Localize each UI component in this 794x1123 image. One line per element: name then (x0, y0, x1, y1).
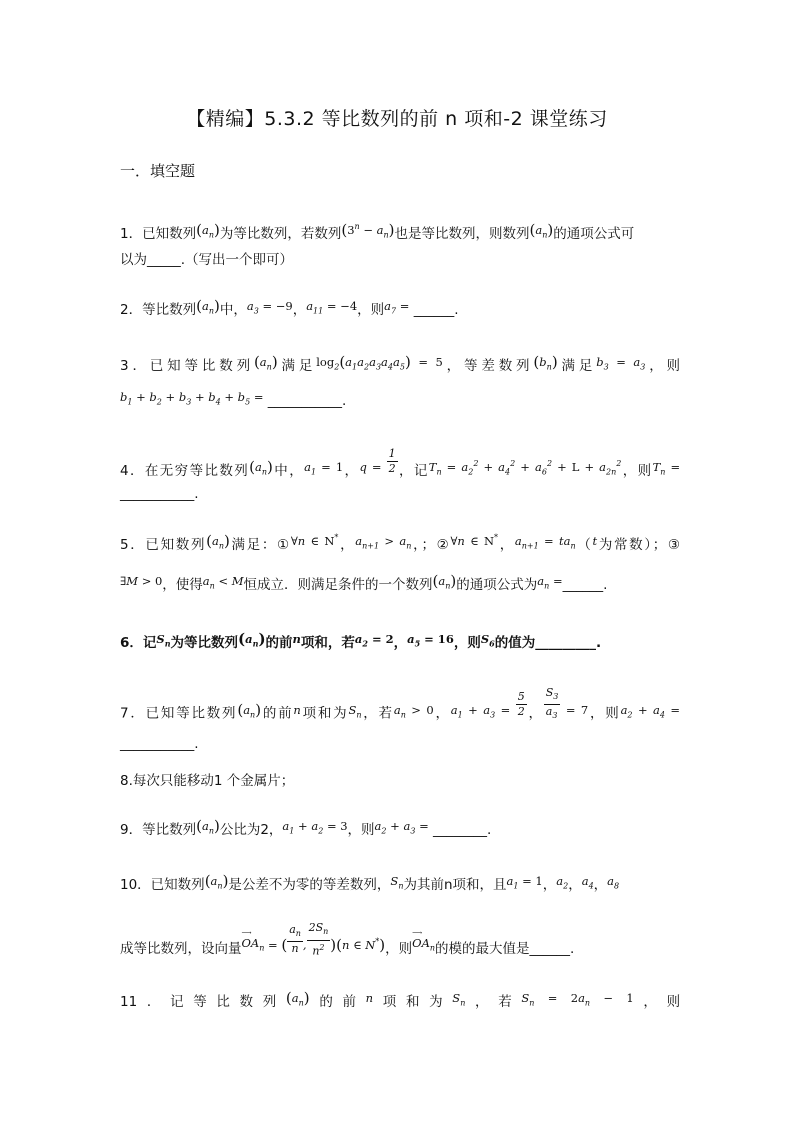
answer-blank[interactable]: ________ (433, 822, 487, 838)
question-10-line-2: 成等比数列，设向量 ⟶ $OA_n$ = ( $\frac{a_n}{n}$ , $\frac{2S_n}{n^2}$ )(n ∈ N*)，则 ⟶ $OA_n$的模的最大值是______. (120, 930, 680, 970)
question-3-line-1: 3．已知等比数列$(a_n)$满足$\log_2(a_1a_2a_3a_4a_5) = 5$，等差数列$(b_n)$满足$b_3 = a_3$，则 (120, 353, 681, 374)
answer-blank[interactable]: ___________ (120, 486, 195, 502)
section-heading: 一．填空题 (120, 162, 196, 180)
answer-blank[interactable]: _________ (535, 635, 596, 651)
answer-blank[interactable]: ______ (529, 940, 571, 957)
question-11: 11．记等比数列$(a_n)$的前n项和为$S_n$，若$S_n = 2a_n - 1$，则 (120, 989, 681, 1010)
answer-blank[interactable]: _____ (147, 252, 181, 268)
question-6: 6．记$S_n$为等比数列$(a_n)$的前n项和，若$a_2 = 2$，$a_5 = 16$，则$S_6$的值为_________. (120, 630, 602, 651)
question-3-line-2: $b_1 + b_2 + b_3 + b_4 + b_5$ = ___________. (120, 390, 347, 409)
question-9: 9．等比数列$(a_n)$公比为2，$a_1 + a_2 = 3$，则$a_2 + a_3$ = ________. (120, 817, 492, 838)
question-8: 8.每次只能移动1 个金属片； (120, 773, 295, 789)
question-5-line-1: 5．已知数列$(a_n)$满足：①∀n ∈ N*，$a_{n+1} > a_n$，；②∀n ∈ N*，$a_{n+1} = ta_n(t$为常数）；③ (120, 531, 681, 553)
question-2: 2．等比数列$(a_n)$中，$a_3 = -9$，$a_{11} = -4$，则$a_7$ = ______. (120, 297, 459, 318)
question-7-line-2: ___________. (120, 736, 199, 752)
question-1-line-1: 1．已知数列$(a_n)$为等比数列，若数列$(3^n - a_n)$也是等比数列，则数列$(a_n)$的通项公式可 (120, 220, 635, 242)
answer-blank[interactable]: ______ (562, 577, 604, 593)
question-7-line-1: 7．已知等比数列$(a_n)$的前n项和为$S_n$，若$a_n > 0$，$a_1 + a_3$ = $\frac{5}{2}$ ， $\frac{S_3}{a_3}$ = 7，则$a_2 + a_4$ = (120, 686, 681, 722)
question-5-line-2: ∃M > 0，使得$a_n < M$恒成立．则满足条件的一个数列$(a_n)$的通项公式为$a_n$ =______. (120, 572, 608, 593)
vector-expression: ⟶ $OA_n$ (241, 928, 265, 953)
question-1-line-2: 以为_____.（写出一个即可） (120, 252, 294, 268)
vector-symbol: ⟶ $OA_n$ (412, 928, 436, 953)
question-4-line-1: 4．在无穷等比数列$(a_n)$中，$a_1 = 1$，q = $\frac{1}{2}$ ，记$T_n = a_2^2 + a_4^2 + a_6^2 + L + a_{2n}^2$，则$T_n$ = (120, 447, 681, 479)
answer-blank[interactable]: ___________ (120, 736, 195, 752)
math: $(a_n)$ (529, 220, 554, 240)
question-10-line-1: 10．已知数列$(a_n)$是公差不为零的等差数列，$S_n$为其前n项和，且$a_1 = 1$，$a_2$，$a_4$，$a_8$ (120, 872, 620, 893)
page-title: 【精编】5.3.2 等比数列的前 n 项和-2 课堂练习 (186, 108, 608, 130)
answer-blank[interactable]: ___________ (267, 393, 342, 409)
math: $(3^n - a_n)$ (341, 220, 395, 240)
question-4-line-2: ___________. (120, 486, 199, 502)
math: $(a_n)$ (196, 220, 220, 240)
answer-blank[interactable]: ______ (413, 302, 455, 318)
